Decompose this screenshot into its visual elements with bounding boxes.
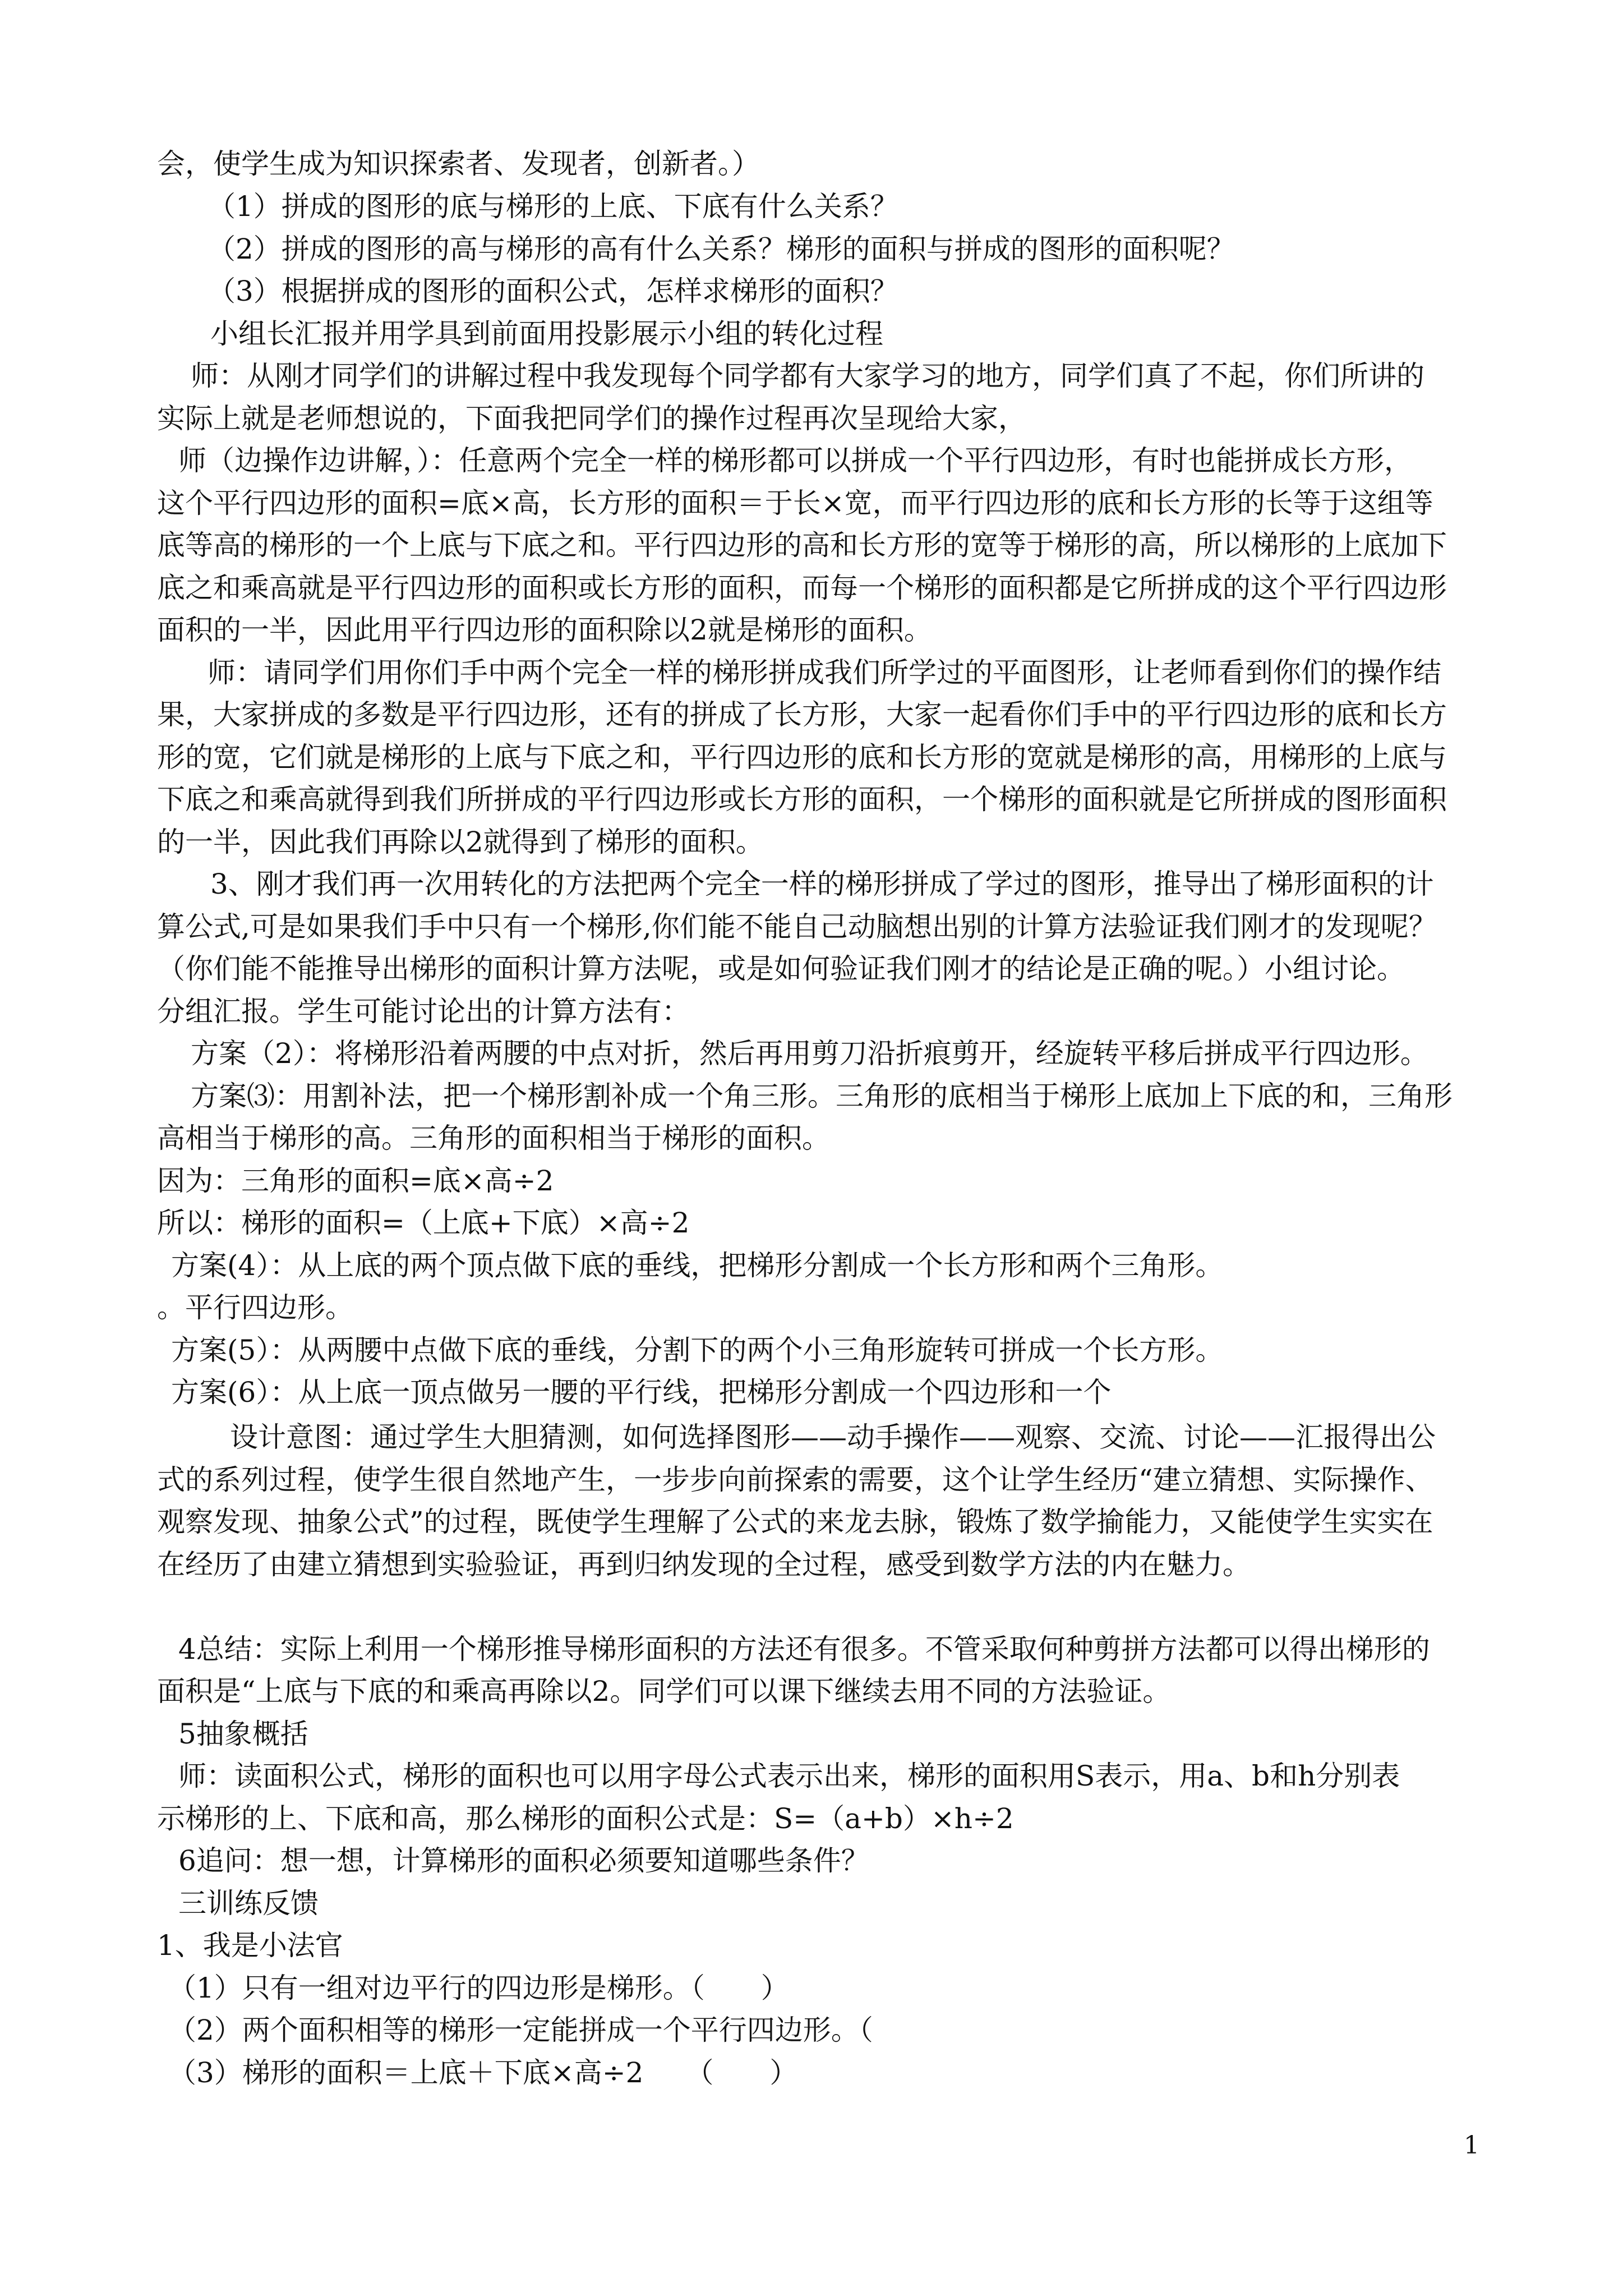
text-line-5: 小组长汇报并用学具到前面用投影展示小组的转化过程 xyxy=(210,318,883,350)
text-line-7: 实际上就是老师想说的，下面我把同学们的操作过程再次呈现给大家， xyxy=(157,402,1026,435)
text-line-2: （1）拼成的图形的底与梯形的上底、下底有什么关系？ xyxy=(208,190,898,223)
text-line-22: 方案（2）：将梯形沿着两腰的中点对折，然后再用剪刀沿折痕剪开，经旋转平移后拼成平行四边形。 xyxy=(191,1037,1428,1070)
text-line-24: 高相当于梯形的高。三角形的面积相当于梯形的面积。 xyxy=(157,1122,830,1154)
text-line-43: （1）只有一组对边平行的四边形是梯形。（ ） xyxy=(168,1972,789,2004)
text-line-16: 下底之和乘高就得到我们所拼成的平行四边形或长方形的面积，一个梯形的面积就是它所拼成的图形面积 xyxy=(157,783,1447,816)
text-line-42: 1、我是小法官 xyxy=(157,1929,343,1962)
text-line-32: 式的系列过程，使学生很自然地产生，一步步向前探索的需要，这个让学生经历“建立猜想、实际操作、 xyxy=(157,1464,1433,1496)
text-line-10: 底等高的梯形的一个上底与下底之和。平行四边形的高和长方形的宽等于梯形的高，所以梯形的上底加下 xyxy=(157,529,1447,562)
text-line-8: 师（边操作边讲解，）：任意两个完全一样的梯形都可以拼成一个平行四边形，有时也能拼成长方形， xyxy=(178,444,1412,477)
text-line-9: 这个平行四边形的面积=底×高，长方形的面积＝于长×宽，而平行四边形的底和长方形的长等于这组等 xyxy=(157,487,1433,519)
text-line-13: 师：请同学们用你们手中两个完全一样的梯形拼成我们所学过的平面图形，让老师看到你们的操作结 xyxy=(208,656,1441,689)
text-line-45: （3）梯形的面积＝上底＋下底×高÷2 （ ） xyxy=(168,2056,798,2089)
text-line-39: 示梯形的上、下底和高，那么梯形的面积公式是：S=（a+b）×h÷2 xyxy=(157,1802,1014,1835)
text-line-23: 方案⑶：用割补法，把一个梯形割补成一个角三形。三角形的底相当于梯形上底加上下底的和，三角形 xyxy=(191,1080,1453,1112)
text-line-6: 师：从刚才同学们的讲解过程中我发现每个同学都有大家学习的地方，同学们真了不起，你们所讲的 xyxy=(191,360,1424,392)
text-line-3: （2）拼成的图形的高与梯形的高有什么关系？梯形的面积与拼成的图形的面积呢？ xyxy=(208,233,1235,265)
text-line-4: （3）根据拼成的图形的面积公式，怎样求梯形的面积？ xyxy=(208,275,898,307)
text-line-18: 3、刚才我们再一次用转化的方法把两个完全一样的梯形拼成了学过的图形，推导出了梯形面积的计 xyxy=(210,868,1434,900)
text-line-44: （2）两个面积相等的梯形一定能拼成一个平行四边形。（ xyxy=(168,2014,873,2046)
text-line-28: 。平行四边形。 xyxy=(157,1291,353,1324)
page-number: 1 xyxy=(1464,2131,1479,2160)
text-line-37: 5抽象概括 xyxy=(178,1718,308,1750)
text-line-12: 面积的一半，因此用平行四边形的面积除以2就是梯形的面积。 xyxy=(157,614,932,646)
text-line-15: 形的宽，它们就是梯形的上底与下底之和，平行四边形的底和长方形的宽就是梯形的高，用梯形的上底与 xyxy=(157,741,1447,774)
text-line-27: 方案(4）：从上底的两个顶点做下底的垂线，把梯形分割成一个长方形和两个三角形。 xyxy=(171,1249,1224,1282)
text-line-34: 在经历了由建立猜想到实验验证，再到归纳发现的全过程，感受到数学方法的内在魅力。 xyxy=(157,1548,1251,1581)
text-line-20: （你们能不能推导出梯形的面积计算方法呢，或是如何验证我们刚才的结论是正确的呢。）小组讨论。 xyxy=(157,953,1405,985)
text-line-36: 面积是“上底与下底的和乘高再除以2。同学们可以课下继续去用不同的方法验证。 xyxy=(157,1675,1171,1708)
text-line-11: 底之和乘高就是平行四边形的面积或长方形的面积，而每一个梯形的面积都是它所拼成的这个平行四边形 xyxy=(157,572,1447,604)
text-line-14: 果，大家拼成的多数是平行四边形，还有的拼成了长方形，大家一起看你们手中的平行四边形的底和长方 xyxy=(157,698,1447,731)
text-line-41: 三训练反馈 xyxy=(178,1887,319,1920)
text-line-17: 的一半，因此我们再除以2就得到了梯形的面积。 xyxy=(157,826,764,858)
text-line-26: 所以：梯形的面积=（上底+下底）×高÷2 xyxy=(157,1207,690,1239)
text-line-30: 方案(6）：从上底一顶点做另一腰的平行线，把梯形分割成一个四边形和一个 xyxy=(171,1376,1112,1409)
text-line-21: 分组汇报。学生可能讨论出的计算方法有： xyxy=(157,995,690,1028)
text-line-25: 因为：三角形的面积=底×高÷2 xyxy=(157,1165,554,1197)
text-line-31: 设计意图：通过学生大胆猜测，如何选择图形——动手操作——观察、交流、讨论——汇报得出公 xyxy=(230,1421,1436,1453)
text-line-1: 会，使学生成为知识探索者、发现者，创新者。） xyxy=(157,148,760,180)
text-line-40: 6追问：想一想，计算梯形的面积必须要知道哪些条件？ xyxy=(178,1844,869,1877)
text-line-19: 算公式,可是如果我们手中只有一个梯形,你们能不能自己动脑想出别的计算方法验证我们刚才的发现呢？ xyxy=(157,910,1437,943)
text-line-35: 4总结：实际上利用一个梯形推导梯形面积的方法还有很多。不管采取何种剪拼方法都可以得出梯形的 xyxy=(178,1633,1430,1665)
text-line-29: 方案(5）：从两腰中点做下底的垂线，分割下的两个小三角形旋转可拼成一个长方形。 xyxy=(171,1334,1224,1366)
text-line-38: 师：读面积公式，梯形的面积也可以用字母公式表示出来，梯形的面积用S表示，用a、b和h分别表 xyxy=(178,1760,1400,1792)
text-line-33: 观察发现、抽象公式”的过程，既使学生理解了公式的来龙去脉，锻炼了数学揄能力，又能使学生实实在 xyxy=(157,1506,1433,1538)
